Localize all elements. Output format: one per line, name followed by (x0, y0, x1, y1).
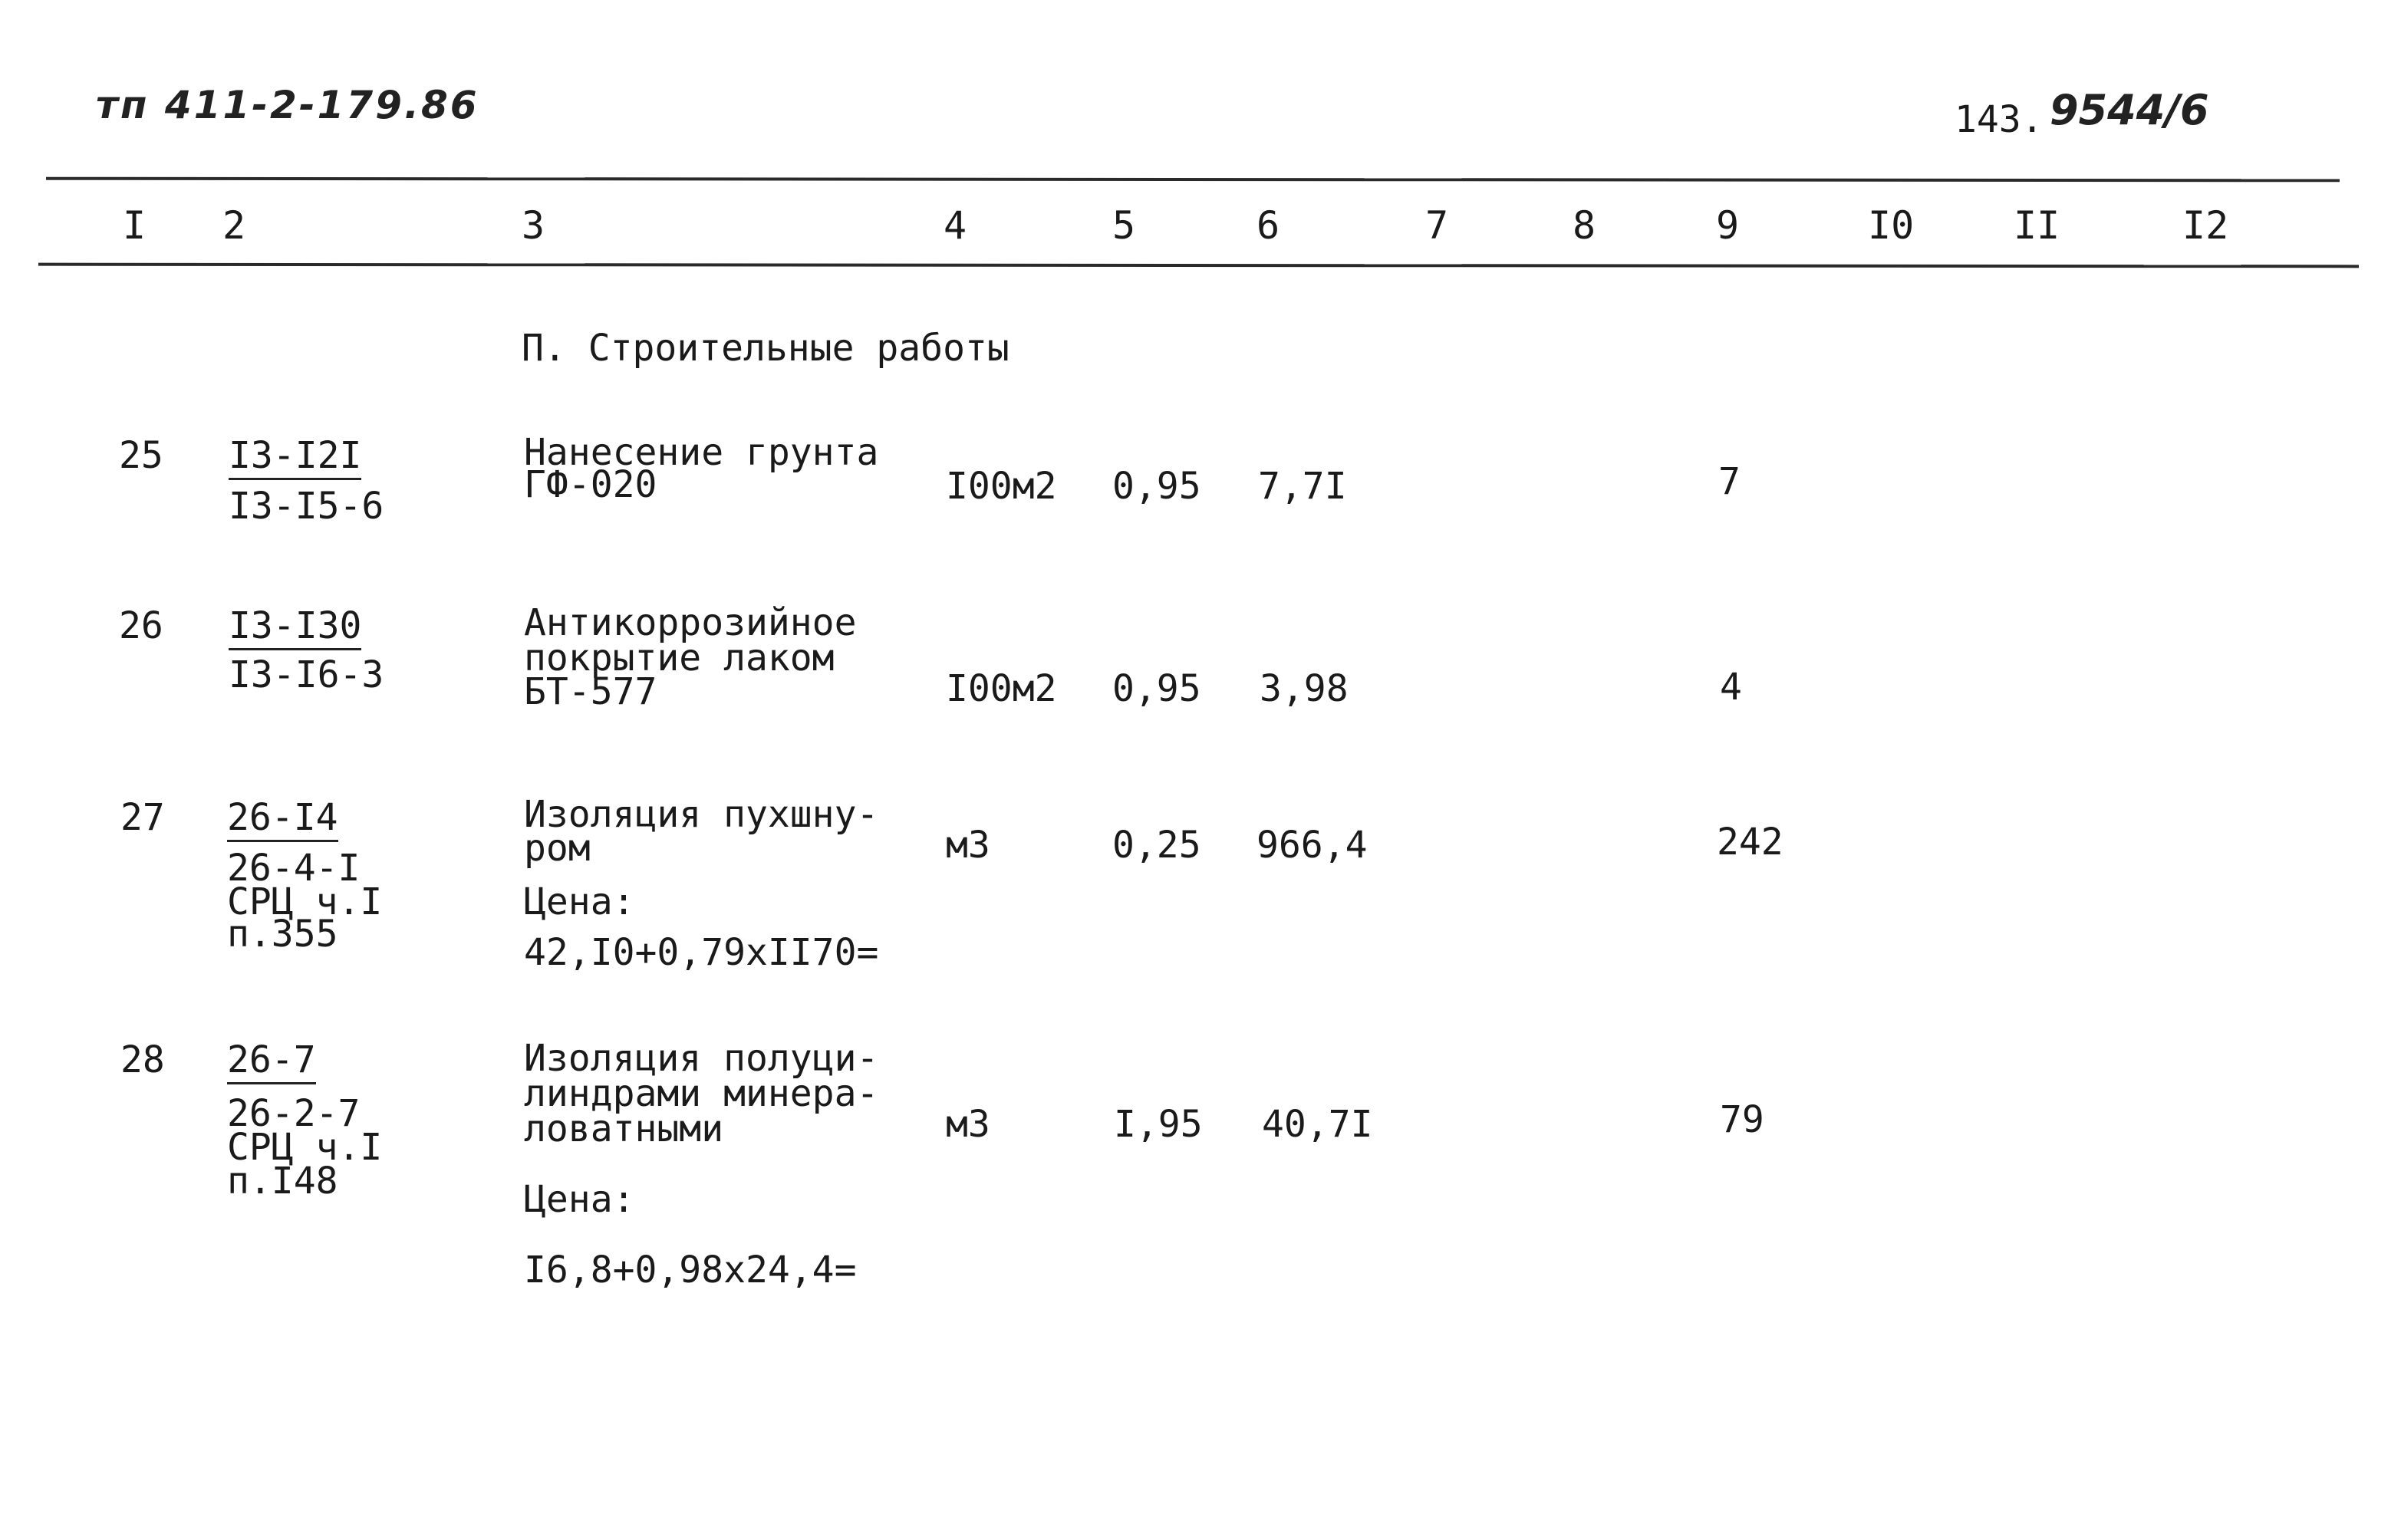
row-unit: м3 (946, 1103, 990, 1146)
column-number: II (2014, 203, 2060, 248)
column-number: 9 (1716, 203, 1740, 248)
row-code-sub: 26-4-I (227, 847, 361, 890)
row-price: 7,7I (1258, 465, 1347, 508)
column-number: 2 (222, 203, 246, 248)
row-code-sub: п.355 (227, 913, 338, 956)
row-description-line: Изоляция пухшну- (524, 793, 879, 836)
row-unit: I00м2 (946, 667, 1057, 710)
column-number: I0 (1868, 203, 1915, 248)
row-price: 40,7I (1262, 1103, 1373, 1146)
header-rule-top (46, 177, 2340, 183)
row-description-line: покрытие лаком (524, 637, 835, 680)
row-total: 4 (1720, 666, 1742, 709)
price-label: Цена: (524, 880, 635, 923)
row-total: 79 (1720, 1098, 1764, 1141)
price-label: Цена: (524, 1178, 635, 1221)
column-number: 4 (944, 203, 967, 248)
document-code: тп 411-2-179.86 (96, 83, 479, 127)
column-number: 5 (1112, 203, 1136, 248)
row-number: 25 (119, 434, 163, 477)
page-reference: 9544/6 (2050, 86, 2209, 134)
row-quantity: 0,25 (1112, 824, 1201, 867)
row-quantity: 0,95 (1112, 465, 1201, 508)
row-description-line: ром (524, 827, 591, 870)
row-description-line: ГФ-020 (524, 463, 657, 506)
row-code-sub: СРЦ ч.I (227, 880, 383, 923)
row-code-main: 26-I4 (227, 796, 338, 842)
price-formula: 42,I0+0,79хII70= (524, 931, 879, 974)
header-rule-bottom (38, 263, 2359, 268)
row-code-main: I3-I2I (229, 434, 361, 480)
row-quantity: 0,95 (1112, 667, 1201, 710)
row-code-main: 26-7 (227, 1038, 316, 1084)
row-code-sub: СРЦ ч.I (227, 1126, 383, 1169)
row-total: 242 (1717, 821, 1783, 864)
column-number: I2 (2182, 203, 2229, 248)
row-code-main: I3-I30 (229, 604, 361, 650)
column-number: 8 (1573, 203, 1596, 248)
column-number: 3 (522, 203, 545, 248)
row-description-line: Изоляция полуци- (524, 1037, 879, 1080)
row-price: 966,4 (1256, 824, 1368, 867)
row-quantity: I,95 (1114, 1103, 1203, 1146)
row-description-line: линдрами минера- (524, 1072, 879, 1115)
column-number: 6 (1256, 203, 1280, 248)
row-unit: м3 (946, 824, 990, 867)
row-code-sub: п.I48 (227, 1160, 338, 1203)
section-title: П. Строительные работы (522, 327, 1009, 370)
column-number: 7 (1425, 203, 1449, 248)
row-number: 27 (120, 796, 165, 839)
row-code-sub: I3-I5-6 (229, 485, 384, 528)
row-number: 26 (119, 604, 163, 647)
row-number: 28 (120, 1038, 165, 1081)
column-number: I (123, 203, 147, 248)
row-code-sub: I3-I6-3 (229, 653, 384, 696)
row-description-line: Нанесение грунта (524, 431, 879, 474)
row-description-line: ловатными (524, 1107, 724, 1150)
row-unit: I00м2 (946, 465, 1057, 508)
page-number: 143. (1955, 98, 2044, 141)
row-description-line: БТ-577 (524, 670, 657, 713)
row-description-line: Антикоррозийное (524, 601, 857, 644)
price-formula: I6,8+0,98х24,4= (524, 1249, 857, 1292)
row-total: 7 (1718, 460, 1741, 503)
row-price: 3,98 (1260, 667, 1349, 710)
row-code-sub: 26-2-7 (227, 1092, 361, 1135)
